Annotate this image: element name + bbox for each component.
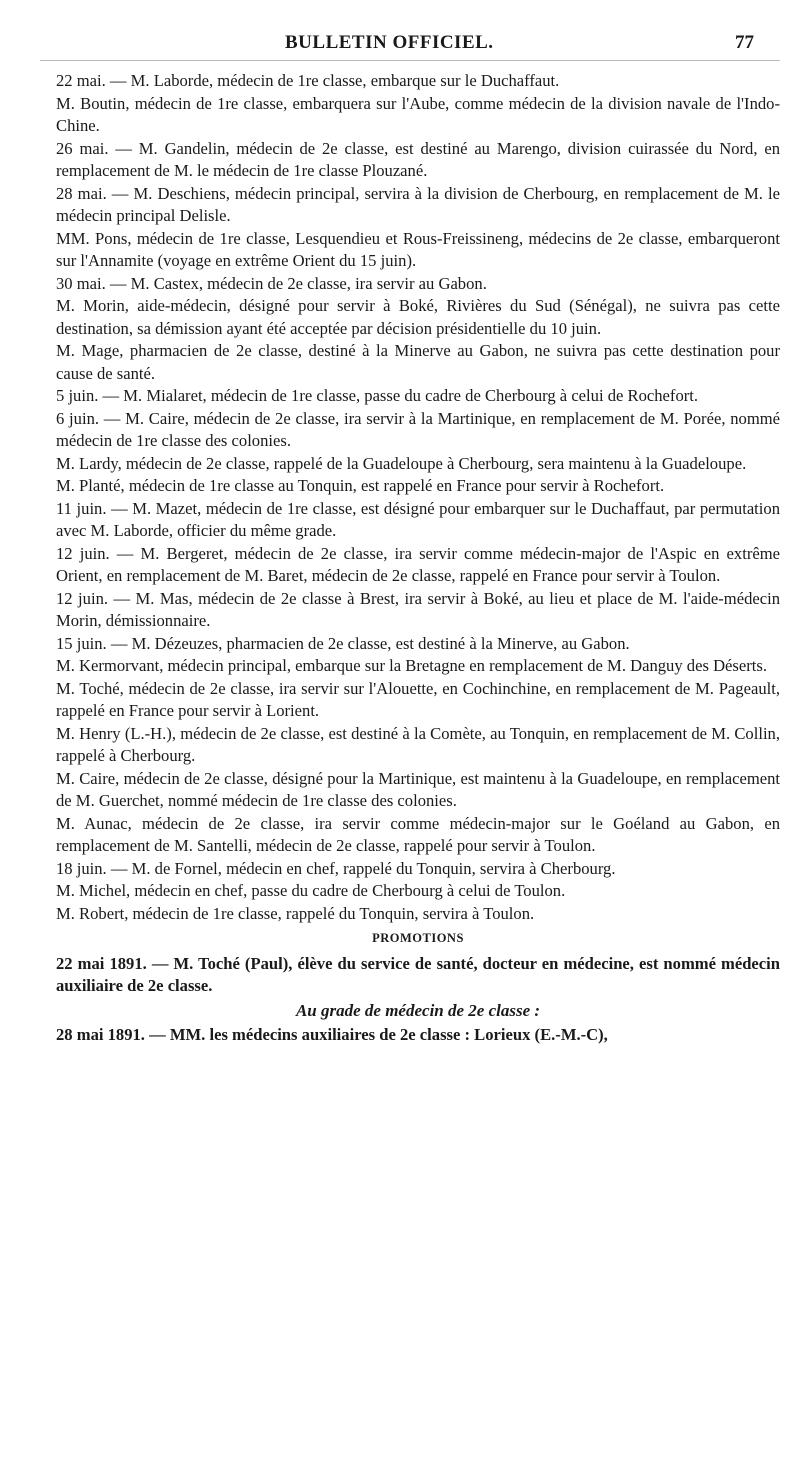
paragraph: 12 juin. — M. Bergeret, médecin de 2e classe, ira servir comme médecin-major de l'Aspic en extrême Orient, en remplacement de M. Baret, médecin de 2e classe, rappelé en France pour servir à Toulon. xyxy=(56,543,780,585)
paragraph: 30 mai. — M. Castex, médecin de 2e classe, ira servir au Gabon. xyxy=(56,273,487,293)
paragraph: M. Kermorvant, médecin principal, embarque sur la Bretagne en remplacement de M. Danguy des Déserts. xyxy=(56,656,767,675)
paragraph: 5 juin. — M. Mialaret, médecin de 1re classe, passe du cadre de Cherbourg à celui de Rochefort. xyxy=(56,386,699,405)
paragraph: M. Mage, pharmacien de 2e classe, destiné à la Minerve au Gabon, ne suivra pas cette destination pour cause de santé. xyxy=(56,341,780,383)
paragraph: 28 mai. — M. Deschiens, médecin principal, servira à la division de Cherbourg, en remplacement de M. le médecin principal Delisle. xyxy=(56,183,780,225)
body-text xyxy=(56,70,780,1047)
paragraph: 12 juin. — M. Mas, médecin de 2e classe à Brest, ira servir à Boké, au lieu et place de M. l'aide-médecin Morin, démissionnaire. xyxy=(56,588,780,630)
paragraph: 11 juin. — M. Mazet, médecin de 1re classe, est désigné pour embarquer sur le Duchaffaut, par permutation avec M. Laborde, officier du même grade. xyxy=(56,498,780,540)
paragraph: M. Lardy, médecin de 2e classe, rappelé de la Guadeloupe à Cherbourg, sera maintenu à la Guadeloupe. xyxy=(56,453,747,473)
paragraph: M. Caire, médecin de 2e classe, désigné pour la Martinique, est maintenu à la Guadeloupe, en remplacement de M. Guerchet, nommé médecin de 1re classe des colonies. xyxy=(56,768,780,810)
promotions-paragraph: 22 mai 1891. — M. Toché (Paul), élève du service de santé, docteur en médecine, est nommé médecin auxiliaire de 2e classe. xyxy=(56,953,780,995)
paragraph: 6 juin. — M. Caire, médecin de 2e classe, ira servir à la Martinique, en remplacement de M. Porée, nommé médecin de 1re classe des colonies. xyxy=(56,408,780,450)
paragraph: 22 mai. — M. Laborde, médecin de 1re classe, embarque sur le Duchaffaut. xyxy=(56,71,560,90)
paragraph: M. Planté, médecin de 1re classe au Tonquin, est rappelé en France pour servir à Rochefort. xyxy=(56,476,665,495)
paragraph: MM. Pons, médecin de 1re classe, Lesquendieu et Rous-Freissineng, médecins de 2e classe, embarqueront sur l'Annamite (voyage en extrême Orient du 15 juin). xyxy=(56,228,780,270)
paragraph: M. Boutin, médecin de 1re classe, embarquera sur l'Aube, comme médecin de la division navale de l'Indo-Chine. xyxy=(56,93,780,135)
paragraph: M. Aunac, médecin de 2e classe, ira servir comme médecin-major sur le Goéland au Gabon, en remplacement de M. Santelli, médecin de 2e classe, rappelé pour servir à Toulon. xyxy=(56,813,780,855)
page-header xyxy=(0,30,800,60)
paragraph: M. Michel, médecin en chef, passe du cadre de Cherbourg à celui de Toulon. xyxy=(56,881,566,900)
grade-subheading: Au grade de médecin de 2e classe : xyxy=(295,1000,541,1020)
paragraph: M. Morin, aide-médecin, désigné pour servir à Boké, Rivières du Sud (Sénégal), ne suivra pas cette destination, sa démission ayant été acceptée par décision présidentielle du 10 juin. xyxy=(56,296,780,338)
page-number: 77 xyxy=(735,32,754,53)
running-title: BULLETIN OFFICIEL. xyxy=(285,32,494,53)
paragraph: 18 juin. — M. de Fornel, médecin en chef, rappelé du Tonquin, servira à Cherbourg. xyxy=(56,858,616,878)
header-rule xyxy=(40,60,780,61)
paragraph: 26 mai. — M. Gandelin, médecin de 2e classe, est destiné au Marengo, division cuirassée du Nord, en remplacement de M. le médecin de 1re classe Plouzané. xyxy=(56,138,780,180)
paragraph: M. Robert, médecin de 1re classe, rappelé du Tonquin, servira à Toulon. xyxy=(56,903,535,923)
promotions-title: PROMOTIONS xyxy=(372,931,464,945)
paragraph: M. Toché, médecin de 2e classe, ira servir sur l'Alouette, en Cochinchine, en remplacement de M. Pageault, rappelé en France pour servir à Lorient. xyxy=(56,678,780,720)
promotions-last-line: 28 mai 1891. — MM. les médecins auxiliaires de 2e classe : Lorieux (E.-M.-C), xyxy=(56,1025,608,1044)
paragraph: 15 juin. — M. Dézeuzes, pharmacien de 2e classe, est destiné à la Minerve, au Gabon. xyxy=(56,633,630,653)
paragraph: M. Henry (L.-H.), médecin de 2e classe, est destiné à la Comète, au Tonquin, en remplacement de M. Collin, rappelé à Cherbourg. xyxy=(56,723,780,765)
